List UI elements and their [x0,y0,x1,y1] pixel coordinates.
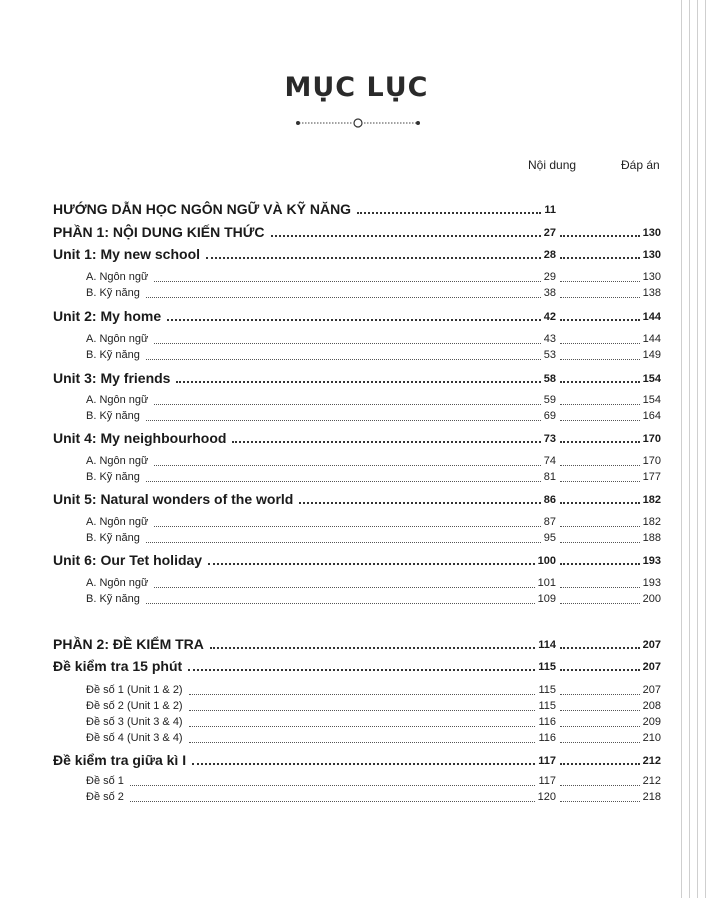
toc-label: PHẦN 1: NỘI DUNG KIẾN THỨC [53,224,265,240]
toc-answer-leader-dots [560,297,640,298]
toc-page-number: 86 [543,494,556,506]
toc-label: Đề số 1 [86,775,124,787]
toc-section [0,636,713,654]
toc-answer-page-number: 207 [642,684,661,696]
toc-leader-dots [130,801,535,802]
toc-label: Đề kiểm tra giữa kì I [53,752,187,768]
toc-page-number: 43 [543,333,556,345]
toc-label: Unit 4: My neighbourhood [53,430,227,446]
toc-page-number: 87 [543,516,556,528]
toc-page-number: 59 [543,394,556,406]
toc-answer-leader-dots [560,420,640,421]
toc-page-number: 53 [543,349,556,361]
toc-page-number: 95 [543,532,556,544]
toc-answer-leader-dots [560,801,640,802]
toc-label: A. Ngôn ngữ [86,455,149,467]
toc-page-number: 81 [543,471,556,483]
toc-item [0,470,713,488]
toc-answer-page-number: 212 [642,755,661,767]
toc-leader-dots [206,257,541,259]
toc-label: B. Kỹ năng [86,349,140,361]
toc-answer-page-number: 218 [642,791,661,803]
toc-answer-page-number: 154 [642,373,661,385]
toc-answer-page-number: 144 [642,333,661,345]
toc-label: A. Ngôn ngữ [86,516,149,528]
toc-label: A. Ngôn ngữ [86,333,149,345]
toc-answer-leader-dots [560,319,640,321]
toc-section [0,552,713,570]
toc-label: A. Ngôn ngữ [86,577,149,589]
toc-leader-dots [146,359,541,360]
toc-label: Đề số 4 (Unit 3 & 4) [86,732,183,744]
toc-answer-page-number: 193 [642,577,661,589]
toc-answer-leader-dots [560,647,640,649]
toc-leader-dots [210,647,535,649]
toc-answer-page-number: 144 [642,311,661,323]
toc-label: B. Kỹ năng [86,287,140,299]
toc-page-number: 27 [543,227,556,239]
toc-page-number: 117 [538,755,556,767]
toc-answer-page-number: 200 [642,593,661,605]
toc-answer-page-number: 193 [642,555,661,567]
page-title: MỤC LỤC [284,72,429,103]
toc-label: Đề kiểm tra 15 phút [53,658,183,674]
toc-answer-page-number: 170 [642,455,661,467]
toc-item [0,286,713,304]
toc-label: B. Kỹ năng [86,471,140,483]
toc-leader-dots [208,563,535,565]
toc-answer-page-number: 210 [642,732,661,744]
toc-leader-dots [146,603,535,604]
title-ornament-icon [295,117,421,129]
toc-answer-leader-dots [560,710,640,711]
toc-section [0,752,713,770]
toc-label: A. Ngôn ngữ [86,271,149,283]
toc-label: A. Ngôn ngữ [86,394,149,406]
toc-label: Unit 1: My new school [53,246,201,262]
toc-answer-leader-dots [560,563,640,565]
toc-answer-leader-dots [560,481,640,482]
toc-answer-leader-dots [560,465,640,466]
toc-page-number: 38 [543,287,556,299]
toc-answer-leader-dots [560,726,640,727]
toc-label: Đề số 2 [86,791,124,803]
toc-label: Unit 2: My home [53,308,162,324]
toc-leader-dots [154,587,534,588]
toc-item [0,790,713,808]
toc-page-number: 29 [543,271,556,283]
toc-answer-leader-dots [560,587,640,588]
toc-page-number: 115 [538,661,556,673]
toc-page-number: 101 [537,577,556,589]
toc-leader-dots [176,381,540,383]
toc-page-number: 115 [538,684,556,696]
toc-answer-leader-dots [560,742,640,743]
toc-section [0,491,713,509]
toc-page-number: 11 [544,204,556,216]
toc-leader-dots [154,465,540,466]
toc-leader-dots [146,481,541,482]
toc-label: HƯỚNG DẪN HỌC NGÔN NGỮ VÀ KỸ NĂNG [53,201,352,217]
toc-leader-dots [154,281,540,282]
toc-leader-dots [188,669,535,671]
toc-answer-leader-dots [560,359,640,360]
toc-leader-dots [271,235,541,237]
toc-page-number: 42 [543,311,556,323]
toc-leader-dots [130,785,536,786]
toc-answer-leader-dots [560,526,640,527]
toc-answer-page-number: 188 [642,532,661,544]
toc-section [0,246,713,264]
toc-leader-dots [189,694,536,695]
toc-page-number: 58 [543,373,556,385]
toc-page-number: 100 [537,555,556,567]
toc-leader-dots [299,502,540,504]
toc-page-number: 120 [537,791,556,803]
toc-label: B. Kỹ năng [86,410,140,422]
toc-answer-page-number: 209 [642,716,661,728]
toc-leader-dots [232,441,540,443]
toc-page-number: 28 [543,249,556,261]
toc-leader-dots [154,343,540,344]
toc-leader-dots [189,742,536,743]
toc-item [0,409,713,427]
toc-section [0,308,713,326]
toc-answer-leader-dots [560,257,640,259]
toc-answer-leader-dots [560,785,640,786]
toc-page-number: 116 [538,716,556,728]
toc-page-number: 109 [537,593,556,605]
toc-answer-page-number: 182 [642,516,661,528]
toc-answer-leader-dots [560,235,640,237]
toc-answer-page-number: 207 [642,661,661,673]
toc-label: Unit 6: Our Tet holiday [53,552,203,568]
toc-item [0,592,713,610]
toc-answer-leader-dots [560,763,640,765]
toc-leader-dots [167,319,541,321]
toc-answer-page-number: 177 [642,471,661,483]
column-header-content: Nội dung [528,158,577,172]
toc-item [0,731,713,749]
toc-label: B. Kỹ năng [86,593,140,605]
toc-label: Đề số 1 (Unit 1 & 2) [86,684,183,696]
toc-answer-leader-dots [560,441,640,443]
toc-answer-page-number: 207 [642,639,661,651]
toc-page-number: 73 [543,433,556,445]
toc-leader-dots [357,212,541,214]
toc-answer-leader-dots [560,404,640,405]
toc-section [0,370,713,388]
toc-page-number: 117 [538,775,556,787]
toc-leader-dots [189,726,536,727]
toc-page-number: 69 [543,410,556,422]
toc-leader-dots [146,297,541,298]
toc-answer-page-number: 130 [642,271,661,283]
toc-answer-leader-dots [560,669,640,671]
toc-page-number: 74 [543,455,556,467]
toc-answer-page-number: 182 [642,494,661,506]
toc-answer-page-number: 164 [642,410,661,422]
toc-answer-page-number: 130 [642,249,661,261]
toc-section [0,430,713,448]
toc-page-number: 114 [538,639,556,651]
toc-leader-dots [146,542,541,543]
toc-answer-page-number: 208 [642,700,661,712]
toc-item [0,348,713,366]
toc-section [0,224,713,242]
toc-section [0,658,713,676]
toc-leader-dots [154,404,540,405]
toc-leader-dots [146,420,541,421]
toc-answer-page-number: 212 [642,775,661,787]
toc-page-number: 116 [538,732,556,744]
toc-answer-leader-dots [560,281,640,282]
toc-leader-dots [189,710,536,711]
toc-item [0,531,713,549]
toc-label: Unit 3: My friends [53,370,171,386]
toc-answer-page-number: 149 [642,349,661,361]
toc-answer-leader-dots [560,343,640,344]
toc-label: Đề số 2 (Unit 1 & 2) [86,700,183,712]
toc-answer-page-number: 138 [642,287,661,299]
toc-answer-page-number: 130 [642,227,661,239]
toc-answer-page-number: 154 [642,394,661,406]
toc-leader-dots [154,526,540,527]
toc-leader-dots [192,763,535,765]
toc-label: B. Kỹ năng [86,532,140,544]
toc-answer-page-number: 170 [642,433,661,445]
toc-answer-leader-dots [560,502,640,504]
toc-label: Đề số 3 (Unit 3 & 4) [86,716,183,728]
toc-answer-leader-dots [560,603,640,604]
toc-page-number: 115 [538,700,556,712]
toc-label: Unit 5: Natural wonders of the world [53,491,294,507]
toc-answer-leader-dots [560,542,640,543]
toc-answer-leader-dots [560,694,640,695]
column-header-answers: Đáp án [621,158,660,172]
toc-section [0,201,713,219]
toc-answer-leader-dots [560,381,640,383]
toc-label: PHẦN 2: ĐỀ KIỂM TRA [53,636,204,652]
